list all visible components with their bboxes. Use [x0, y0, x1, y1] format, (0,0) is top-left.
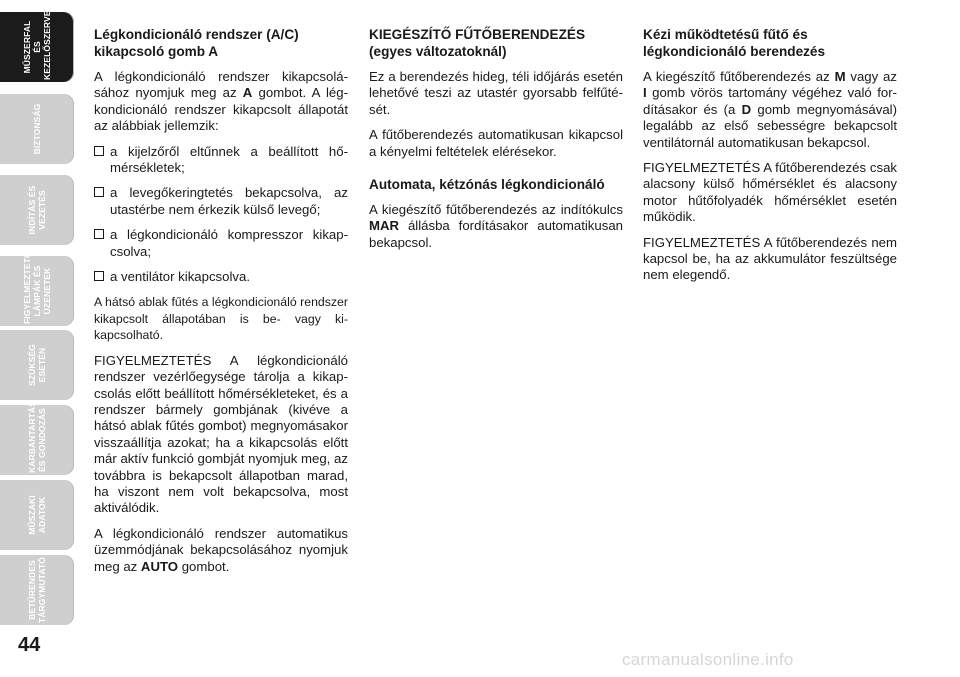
- text-run: gombot.: [178, 558, 230, 574]
- column-2: [369, 26, 623, 260]
- tab-muszaki[interactable]: [0, 480, 74, 550]
- checkbox-bullet-icon: [94, 229, 104, 239]
- tab-label: KARBANTARTÁS ÉS GONDOZÁS: [27, 401, 47, 473]
- key-label: I: [643, 85, 647, 101]
- key-label: MAR: [369, 218, 400, 234]
- list-item-text: a légkondicionáló kompresszor kikapcsolva;: [110, 227, 348, 259]
- page-number: 44: [18, 634, 41, 656]
- paragraph: A fűtőberendezés automatikusan kikapcsol a kényelmi feltételek elérésekor.: [369, 127, 623, 159]
- text-run: A légkondicionáló rendszer automatikus üzemmódjának bekapcsolásához nyomjuk meg az: [94, 525, 348, 574]
- text-run: vagy az: [845, 69, 897, 84]
- text-run: gombot. A légkondicionáló rendszer kikapcsolt állapotát az alábbiak jellemzik:: [94, 85, 348, 134]
- paragraph: Ez a berendezés hideg, téli időjárás esetén lehetővé teszi az utastér gyorsabb felfűtését.: [369, 69, 623, 117]
- text-run: A kiegészítő fűtőberendezés az: [643, 69, 835, 84]
- column-3: [643, 26, 897, 293]
- warning-paragraph: FIGYELMEZTETÉS A fűtőberendezés nem kapcsol be, ha az akkumulátor feszültsége nem elegendő.: [643, 234, 897, 283]
- tab-label: INDÍTÁS ÉS VEZETÉS: [27, 185, 47, 235]
- key-label: D: [741, 101, 752, 117]
- tab-inditas[interactable]: [0, 175, 74, 245]
- list-item-text: a levegőkeringtetés bekapcsolva, az utastérbe nem érkezik külső levegő;: [110, 185, 348, 217]
- tab-label: MŰSZAKI ADATOK: [27, 495, 47, 535]
- tab-karbantartas[interactable]: [0, 401, 74, 475]
- warning-paragraph: FIGYELMEZTETÉS A légkondicionáló rendszer vezérlőegysége tárolja a kikapcsolás előtt beállított hőmérsékleteket, és a rendszer bármely gombjának (kivéve a hátsó ablak fűtés gombot) megnyomásakor visszaállítja azokat; ha a kikapcsolás előtt már aktív funkció gombját nyomjuk meg, az továbbra is bekapcsolt állapotban marad, ha viszont nem volt bekapcsolva, most aktiválódik.: [94, 352, 348, 516]
- checkbox-bullet-icon: [94, 187, 104, 197]
- tab-label: BETŰRENDES TÁRGYMUTATÓ: [27, 557, 47, 623]
- tab-szukseg[interactable]: [0, 330, 74, 400]
- paragraph: [643, 69, 897, 151]
- list-item-text: a ventilátor kikapcsolva.: [110, 269, 251, 285]
- section-heading-ac-off: Légkondicionáló rendszer (A/C) kikapcsoló gomb A: [94, 27, 299, 59]
- text-run: gomb megnyomásával) legalább az első sebességre bekapcsolt ventilátornál automatikusan bekapcsol.: [643, 101, 898, 150]
- key-label: M: [834, 69, 846, 84]
- chapter-tab-strip: [0, 0, 78, 640]
- text-run: állásba fordításakor automatikusan bekapcsol.: [369, 218, 623, 250]
- section-heading-auto-ac: Automata, kétzónás légkondicionáló: [369, 177, 605, 193]
- section-heading-heater: KIEGÉSZÍTŐ FŰTŐBERENDEZÉS: [369, 27, 586, 42]
- section-subheading: (egyes változatoknál): [369, 44, 507, 59]
- tab-biztonsag[interactable]: [0, 94, 74, 164]
- tab-label: MŰSZERFAL ÉS KEZELŐSZERVEK: [22, 4, 52, 80]
- text-run: A légkondicionáló rendszer kikapcsolásához nyomjuk meg az: [94, 69, 348, 101]
- tab-label: SZÜKSÉG ESETÉN: [27, 344, 47, 386]
- tab-figyelmezteto[interactable]: [0, 251, 74, 326]
- tab-label: FIGYELMEZTETŐ LÁMPÁK ÉS ÜZENETEK: [22, 251, 52, 324]
- list-item-text: a kijelzőről eltűnnek a beállított hőmérsékletek;: [110, 143, 348, 176]
- list-item: [94, 227, 348, 260]
- section-heading-manual-ac: Kézi működtetésű fűtő és légkondicionáló berendezés: [643, 27, 826, 59]
- text-run: A kiegészítő fűtőberendezés az indítókulcs: [369, 202, 623, 218]
- paragraph: [94, 69, 348, 135]
- watermark: carmanualsonline.info: [622, 650, 794, 669]
- list-item: [94, 185, 348, 218]
- tab-betturendes[interactable]: [0, 555, 74, 625]
- checkbox-bullet-icon: [94, 146, 104, 156]
- paragraph: A hátsó ablak fűtés a légkondicionáló rendszer kikapcsolt állapotában is be- vagy kikapcsolható.: [94, 295, 348, 343]
- key-label: A: [242, 85, 253, 101]
- bullet-list: [94, 144, 348, 286]
- checkbox-bullet-icon: [94, 271, 104, 281]
- warning-paragraph: FIGYELMEZTETÉS A fűtőberendezés csak alacsony külső hőmérséklet és alacsony motor hűtőfolyadék hőmérséklet esetén működik.: [643, 160, 897, 225]
- paragraph: [369, 202, 623, 251]
- tab-muszerfal[interactable]: [0, 4, 74, 82]
- column-1: [94, 26, 348, 584]
- list-item: [94, 269, 348, 285]
- key-label: AUTO: [140, 558, 179, 574]
- tab-label: BIZTONSÁG: [32, 103, 42, 155]
- paragraph: [94, 526, 348, 575]
- text-run: gomb vörös tartomány végéhez való fordításakor és (a: [643, 85, 897, 117]
- list-item: [94, 144, 348, 177]
